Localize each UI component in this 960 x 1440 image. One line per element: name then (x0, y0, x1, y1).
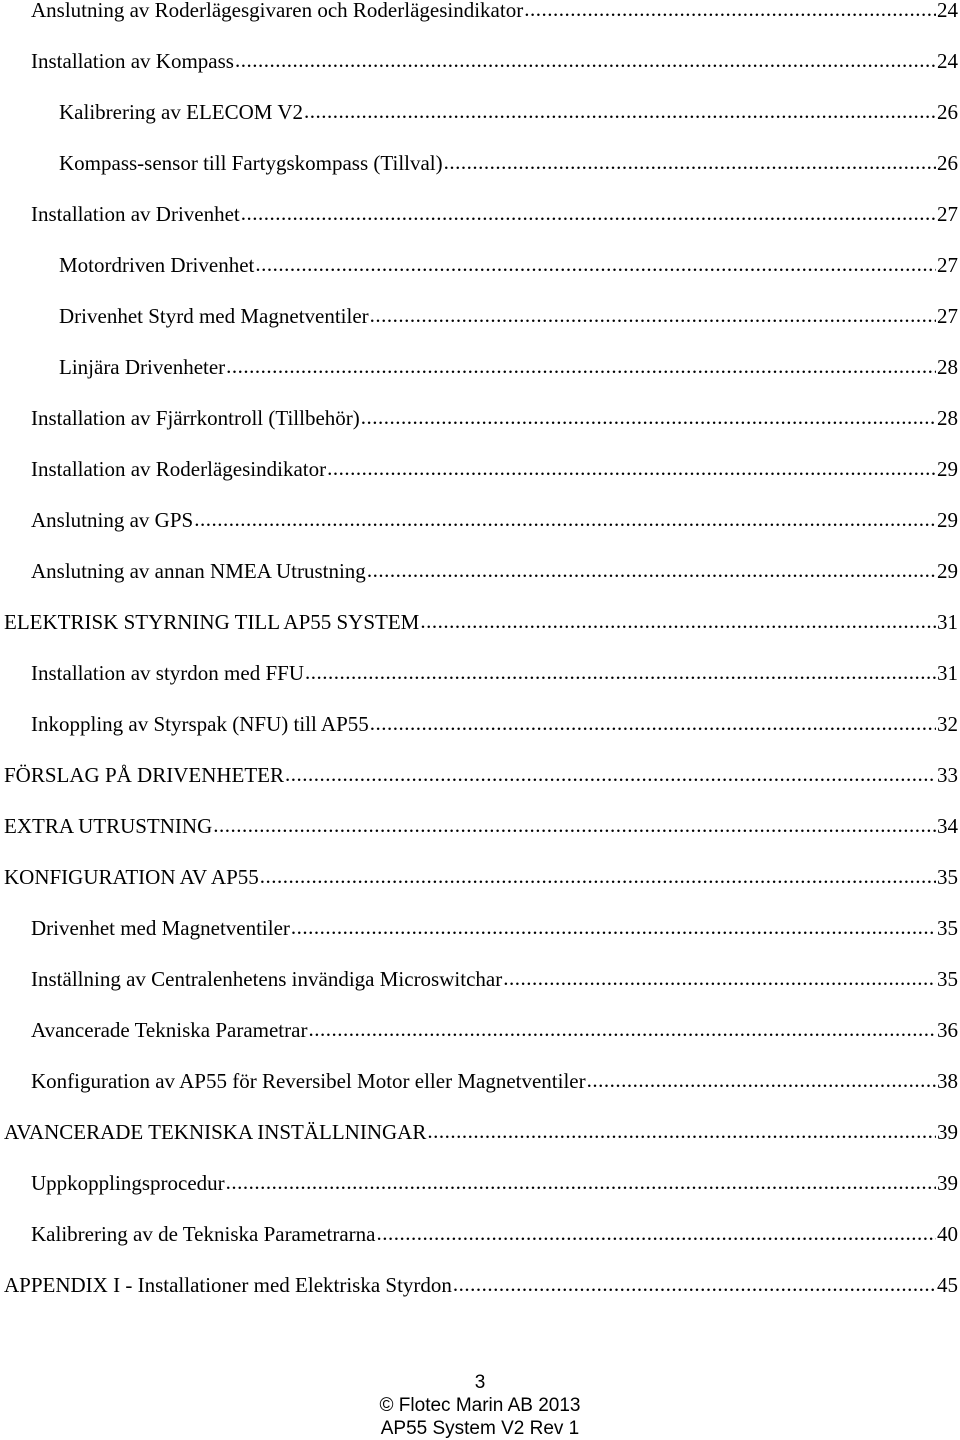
toc-entry[interactable] (59, 97, 958, 127)
toc-entry-page: 24 (937, 49, 958, 73)
toc-entry[interactable] (31, 709, 958, 739)
toc-leader-dots (260, 861, 936, 891)
toc-entry-title: Installation av styrdon med FFU (31, 661, 304, 685)
toc-entry-page: 27 (937, 202, 958, 226)
toc-entry-page: 29 (937, 457, 958, 481)
toc-entry-title: Inställning av Centralenhetens invändiga Microswitchar (31, 967, 503, 991)
toc-leader-dots (370, 300, 936, 330)
toc-entry-page: 26 (937, 100, 958, 124)
toc-entry-page: 31 (937, 661, 958, 685)
toc-entry[interactable] (31, 46, 958, 76)
toc-entry-title: Kalibrering av ELECOM V2 (59, 100, 303, 124)
toc-entry[interactable] (59, 301, 958, 331)
toc-leader-dots (255, 249, 936, 279)
page-footer (0, 1371, 960, 1440)
toc-leader-dots (285, 759, 936, 789)
toc-entry-page: 28 (937, 355, 958, 379)
toc-entry[interactable] (4, 1270, 958, 1300)
toc-entry-page: 28 (937, 406, 958, 430)
toc-leader-dots (291, 912, 936, 942)
toc-leader-dots (226, 351, 936, 381)
copyright-notice: © Flotec Marin AB 2013 (379, 1395, 581, 1416)
toc-entry-page: 39 (937, 1120, 958, 1144)
toc-entry[interactable] (31, 913, 958, 943)
toc-leader-dots (420, 606, 936, 636)
toc-entry-page: 33 (937, 763, 958, 787)
toc-entry-page: 32 (937, 712, 958, 736)
toc-leader-dots (226, 1167, 936, 1197)
toc-entry-page: 39 (937, 1171, 958, 1195)
toc-entry-title: Installation av Kompass (31, 49, 234, 73)
toc-entry-title: Avancerade Tekniska Parametrar (31, 1018, 308, 1042)
toc-entry-title: Installation av Roderlägesindikator (31, 457, 327, 481)
toc-entry[interactable] (31, 0, 958, 25)
toc-leader-dots (453, 1269, 936, 1299)
toc-entry-page: 27 (937, 304, 958, 328)
toc-entry-title: Drivenhet med Magnetventiler (31, 916, 290, 940)
toc-entry-title: Konfiguration av AP55 för Reversibel Motor eller Magnetventiler (31, 1069, 586, 1093)
toc-entry-title: Anslutning av annan NMEA Utrustning (31, 559, 366, 583)
toc-entry-title: Kompass-sensor till Fartygskompass (Tillval) (59, 151, 443, 175)
toc-entry-page: 40 (937, 1222, 958, 1246)
toc-entry-page: 38 (937, 1069, 958, 1093)
toc-entry[interactable] (31, 199, 958, 229)
toc-entry[interactable] (31, 556, 958, 586)
toc-leader-dots (587, 1065, 936, 1095)
toc-entry-page: 35 (937, 916, 958, 940)
toc-entry-title: Inkoppling av Styrspak (NFU) till AP55 (31, 712, 369, 736)
toc-entry-title: KONFIGURATION AV AP55 (4, 865, 259, 889)
toc-entry-title: Anslutning av Roderlägesgivaren och Roderlägesindikator (31, 0, 524, 22)
toc-leader-dots (235, 45, 936, 75)
toc-entry-page: 45 (937, 1273, 958, 1297)
toc-entry-page: 29 (937, 508, 958, 532)
toc-entry-title: ELEKTRISK STYRNING TILL AP55 SYSTEM (4, 610, 420, 634)
toc-leader-dots (304, 96, 936, 126)
toc-leader-dots (194, 504, 936, 534)
toc-entry-title: Installation av Fjärrkontroll (Tillbehör) (31, 406, 360, 430)
toc-entry-page: 27 (937, 253, 958, 277)
toc-entry[interactable] (59, 250, 958, 280)
toc-entry[interactable] (59, 352, 958, 382)
toc-entry-page: 35 (937, 967, 958, 991)
toc-entry[interactable] (4, 862, 958, 892)
toc-entry-title: EXTRA UTRUSTNING (4, 814, 213, 838)
toc-entry[interactable] (31, 964, 958, 994)
toc-entry-page: 34 (937, 814, 958, 838)
toc-entry-title: FÖRSLAG PÅ DRIVENHETER (4, 763, 285, 787)
toc-entry-title: Kalibrering av de Tekniska Parametrarna (31, 1222, 376, 1246)
toc-leader-dots (503, 963, 936, 993)
toc-leader-dots (444, 147, 936, 177)
toc-entry[interactable] (31, 403, 958, 433)
toc-entry[interactable] (31, 1066, 958, 1096)
toc-entry[interactable] (4, 607, 958, 637)
page-number: 3 (474, 1372, 486, 1393)
toc-entry-title: Motordriven Drivenhet (59, 253, 255, 277)
toc-leader-dots (524, 0, 936, 24)
toc-entry-title: AVANCERADE TEKNISKA INSTÄLLNINGAR (4, 1120, 427, 1144)
toc-entry[interactable] (59, 148, 958, 178)
toc-entry[interactable] (31, 454, 958, 484)
toc-leader-dots (305, 657, 936, 687)
toc-entry-page: 35 (937, 865, 958, 889)
toc-entry-title: Drivenhet Styrd med Magnetventiler (59, 304, 369, 328)
toc-entry-title: APPENDIX I - Installationer med Elektriska Styrdon (4, 1273, 452, 1297)
toc-entry-page: 24 (937, 0, 958, 22)
toc-entry-title: Installation av Drivenhet (31, 202, 240, 226)
toc-entry-title: Linjära Drivenheter (59, 355, 226, 379)
toc-leader-dots (377, 1218, 936, 1248)
toc-entry[interactable] (4, 1117, 958, 1147)
toc-entry-page: 29 (937, 559, 958, 583)
toc-entry-title: Anslutning av GPS (31, 508, 194, 532)
toc-leader-dots (327, 453, 936, 483)
document-version: AP55 System V2 Rev 1 (380, 1418, 580, 1439)
toc-entry[interactable] (31, 505, 958, 535)
toc-entry[interactable] (31, 1168, 958, 1198)
toc-leader-dots (367, 555, 936, 585)
toc-leader-dots (308, 1014, 936, 1044)
toc-leader-dots (361, 402, 936, 432)
toc-entry-page: 31 (937, 610, 958, 634)
toc-leader-dots (241, 198, 936, 228)
toc-entry-page: 26 (937, 151, 958, 175)
toc-entry[interactable] (4, 760, 958, 790)
toc-entry[interactable] (31, 1015, 958, 1045)
toc-leader-dots (427, 1116, 936, 1146)
toc-entry[interactable] (4, 811, 958, 841)
toc-leader-dots (370, 708, 936, 738)
toc-entry-page: 36 (937, 1018, 958, 1042)
toc-entry-title: Uppkopplingsprocedur (31, 1171, 225, 1195)
toc-entry[interactable] (31, 1219, 958, 1249)
toc-entry[interactable] (31, 658, 958, 688)
toc-leader-dots (213, 810, 936, 840)
